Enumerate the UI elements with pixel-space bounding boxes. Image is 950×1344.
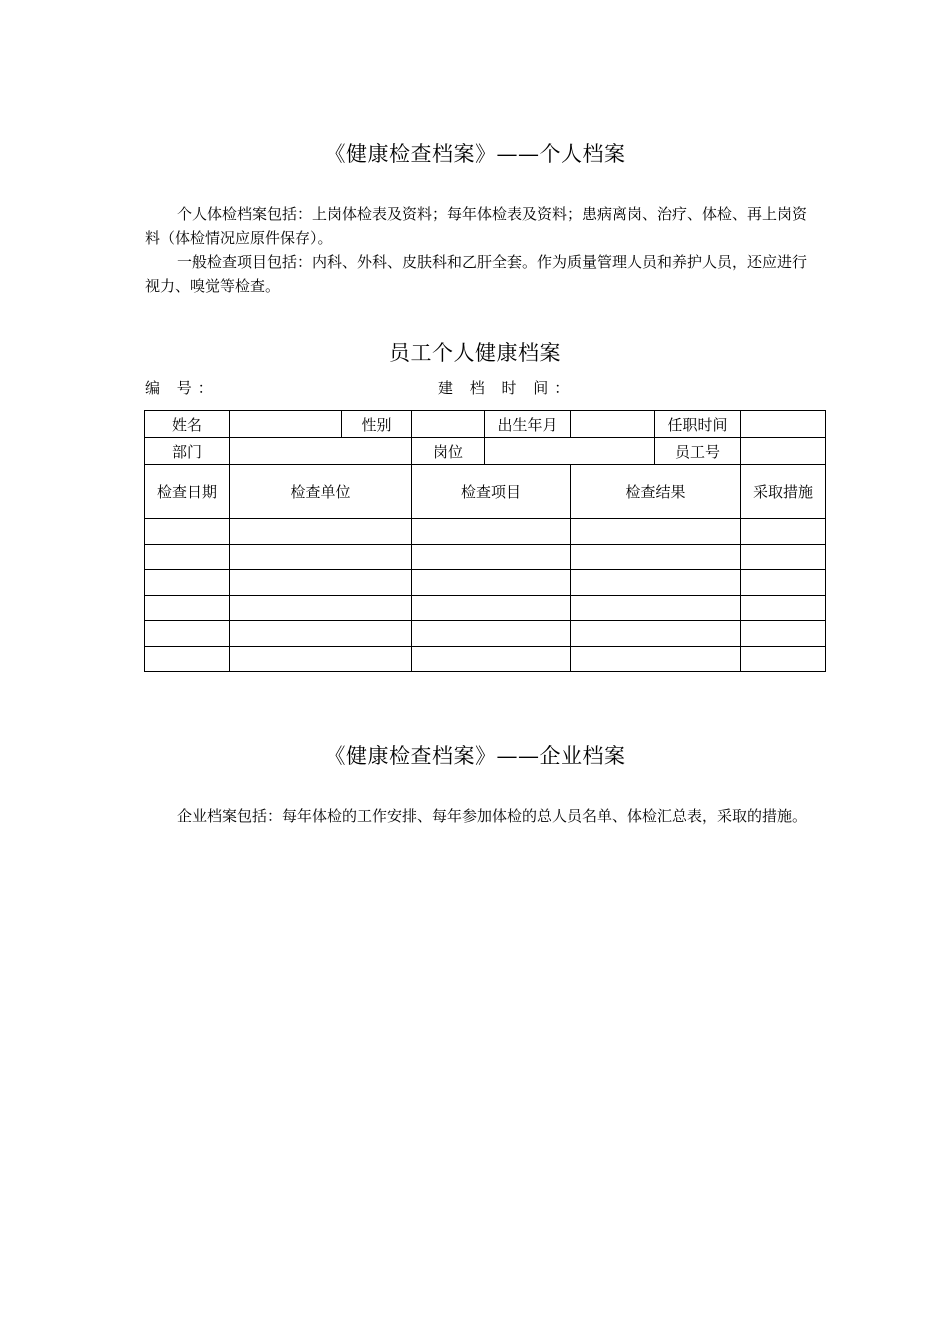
measures-cell[interactable] bbox=[741, 646, 826, 672]
birth-value-cell[interactable] bbox=[571, 411, 655, 438]
info-row-2 bbox=[145, 438, 826, 465]
table-row bbox=[145, 621, 826, 647]
exam-item-cell[interactable] bbox=[412, 621, 571, 647]
post-value-cell[interactable] bbox=[485, 438, 655, 465]
header-exam-date: 检查日期 bbox=[145, 465, 230, 519]
exam-result-cell[interactable] bbox=[571, 570, 741, 596]
gender-value-cell[interactable] bbox=[412, 411, 485, 438]
dept-label: 部门 bbox=[145, 438, 230, 465]
exam-unit-cell[interactable] bbox=[230, 621, 412, 647]
exam-result-cell[interactable] bbox=[571, 621, 741, 647]
company-archive-paragraph: 企业档案包括：每年体检的工作安排、每年参加体检的总人员名单、体检汇总表，采取的措施。 bbox=[177, 807, 808, 825]
exam-date-cell[interactable] bbox=[145, 621, 230, 647]
exam-date-cell[interactable] bbox=[145, 519, 230, 545]
table-row bbox=[145, 595, 826, 621]
personal-archive-title: 《健康检查档案》——个人档案 bbox=[324, 142, 626, 166]
measures-cell[interactable] bbox=[741, 544, 826, 570]
gender-label: 性别 bbox=[342, 411, 412, 438]
personal-archive-paragraph-1: 个人体检档案包括：上岗体检表及资料；每年体检表及资料；患病离岗、治疗、体检、再上岗资料（体检情况应原件保存）。 bbox=[145, 205, 808, 247]
info-row-1 bbox=[145, 411, 826, 438]
table-row bbox=[145, 570, 826, 596]
exam-item-cell[interactable] bbox=[412, 519, 571, 545]
exam-unit-cell[interactable] bbox=[230, 570, 412, 596]
exam-result-cell[interactable] bbox=[571, 519, 741, 545]
exam-unit-cell[interactable] bbox=[230, 519, 412, 545]
header-exam-item: 检查项目 bbox=[412, 465, 571, 519]
post-label: 岗位 bbox=[412, 438, 485, 465]
exam-date-cell[interactable] bbox=[145, 646, 230, 672]
exam-unit-cell[interactable] bbox=[230, 595, 412, 621]
table-row bbox=[145, 646, 826, 672]
header-exam-result: 检查结果 bbox=[571, 465, 741, 519]
dept-value-cell[interactable] bbox=[230, 438, 412, 465]
staff-no-value-cell[interactable] bbox=[741, 438, 826, 465]
table-row bbox=[145, 519, 826, 545]
form-title: 员工个人健康档案 bbox=[389, 341, 561, 365]
exam-header-row bbox=[145, 465, 826, 519]
exam-result-cell[interactable] bbox=[571, 646, 741, 672]
exam-date-cell[interactable] bbox=[145, 595, 230, 621]
exam-item-cell[interactable] bbox=[412, 595, 571, 621]
exam-date-cell[interactable] bbox=[145, 544, 230, 570]
name-label: 姓名 bbox=[145, 411, 230, 438]
tenure-label: 任职时间 bbox=[655, 411, 741, 438]
measures-cell[interactable] bbox=[741, 621, 826, 647]
measures-cell[interactable] bbox=[741, 570, 826, 596]
exam-date-cell[interactable] bbox=[145, 570, 230, 596]
exam-result-cell[interactable] bbox=[571, 544, 741, 570]
header-measures: 采取措施 bbox=[741, 465, 826, 519]
company-archive-title: 《健康检查档案》——企业档案 bbox=[324, 744, 626, 768]
tenure-value-cell[interactable] bbox=[741, 411, 826, 438]
exam-result-cell[interactable] bbox=[571, 595, 741, 621]
health-record-table bbox=[144, 410, 826, 672]
personal-archive-paragraph-2: 一般检查项目包括：内科、外科、皮肤科和乙肝全套。作为质量管理人员和养护人员，还应进行视力、嗅觉等检查。 bbox=[145, 253, 808, 295]
staff-no-label: 员工号 bbox=[655, 438, 741, 465]
exam-item-cell[interactable] bbox=[412, 570, 571, 596]
birth-label: 出生年月 bbox=[485, 411, 571, 438]
table-row bbox=[145, 544, 826, 570]
exam-unit-cell[interactable] bbox=[230, 544, 412, 570]
exam-item-cell[interactable] bbox=[412, 646, 571, 672]
exam-item-cell[interactable] bbox=[412, 544, 571, 570]
name-value-cell[interactable] bbox=[230, 411, 342, 438]
number-label: 编 号： bbox=[145, 379, 219, 397]
measures-cell[interactable] bbox=[741, 595, 826, 621]
measures-cell[interactable] bbox=[741, 519, 826, 545]
archive-date-label: 建 档 时 间： bbox=[438, 379, 576, 397]
exam-unit-cell[interactable] bbox=[230, 646, 412, 672]
header-exam-unit: 检查单位 bbox=[230, 465, 412, 519]
